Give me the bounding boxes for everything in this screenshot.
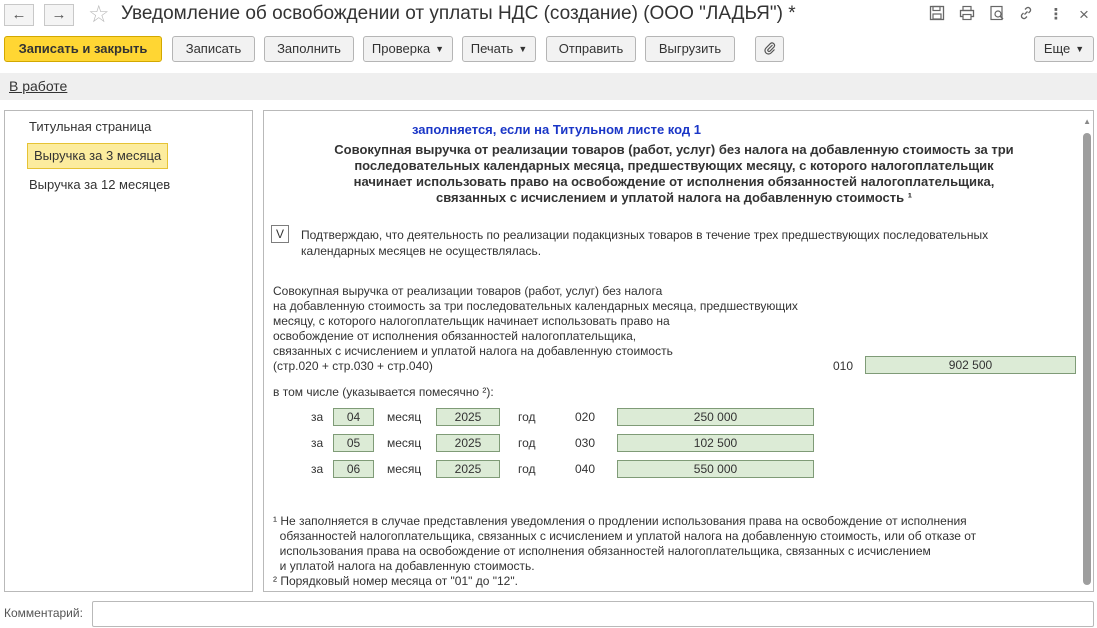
- month-label: месяц: [387, 436, 422, 450]
- total-description-line: освобождение от исполнения обязанностей налогоплательщика,: [273, 329, 637, 343]
- month-label: месяц: [387, 410, 422, 424]
- comment-label: Комментарий:: [4, 606, 83, 620]
- condition-note: заполняется, если на Титульном листе код 1: [412, 122, 701, 137]
- window-title: Уведомление об освобождении от уплаты НДС (создание) (ООО "ЛАДЬЯ") *: [121, 3, 796, 24]
- line-code: 040: [575, 462, 596, 476]
- forward-button[interactable]: [44, 4, 74, 26]
- section-heading-line: последовательных календарных месяца, предшествующих месяцу, с которого налогоплательщик: [354, 158, 994, 173]
- year-field[interactable]: 2025: [436, 460, 500, 478]
- nav-item-revenue-3-months[interactable]: Выручка за 3 месяца: [27, 143, 168, 169]
- confirm-text-line: календарных месяцев не осуществлялась.: [301, 244, 542, 258]
- month-label: месяц: [387, 462, 422, 476]
- year-label: год: [518, 436, 536, 450]
- year-field[interactable]: 2025: [436, 434, 500, 452]
- send-button[interactable]: Отправить: [546, 36, 636, 62]
- section-heading-line: связанных с исчислением и уплатой налога на добавленную стоимость ¹: [435, 190, 913, 205]
- footnote-line: и уплатой налога на добавленную стоимость.: [273, 559, 535, 573]
- link-icon[interactable]: [1016, 5, 1036, 25]
- chevron-down-icon: ▼: [518, 44, 528, 54]
- for-label: за: [311, 436, 324, 450]
- total-description-line: на добавленную стоимость за три последовательных календарных месяца, предшествующих: [273, 299, 798, 313]
- check-dropdown-button[interactable]: [363, 36, 453, 62]
- print-button-label: Печать: [470, 41, 514, 56]
- printer-icon[interactable]: [957, 5, 977, 25]
- form-panel: [263, 110, 1094, 592]
- month-field[interactable]: 04: [333, 408, 374, 426]
- check-button-label: Проверка: [371, 41, 431, 56]
- monthly-revenue-field[interactable]: 250 000: [617, 408, 814, 426]
- line-code: 030: [575, 436, 596, 450]
- year-label: год: [518, 410, 536, 424]
- attach-button[interactable]: [755, 36, 784, 62]
- confirm-excise-checkbox[interactable]: V: [271, 225, 289, 243]
- total-description-line: месяцу, с которого налогоплательщик начинает использовать право на: [273, 314, 670, 328]
- total-description-line: (стр.020 + стр.030 + стр.040): [273, 359, 433, 373]
- state-bar: [0, 73, 1097, 100]
- close-icon[interactable]: ×: [1079, 5, 1089, 24]
- monthly-label: в том числе (указывается помесячно ²):: [273, 385, 494, 399]
- export-button[interactable]: Выгрузить: [645, 36, 735, 62]
- footnote-line: ¹ Не заполняется в случае представления уведомления о продлении использования права на освобождение от исполнения: [273, 514, 967, 528]
- arrow-left-icon: ←: [11, 6, 27, 23]
- section-heading-line: начинает использовать право на освобождение от исполнения обязанностей налогоплательщика,: [353, 174, 995, 189]
- nav-item-title-page[interactable]: Титульная страница: [29, 119, 152, 134]
- footnote-line: обязанностей налогоплательщика, связанных с исчислением и уплатой налога на добавленную стоимость, или об отказе от: [273, 529, 977, 543]
- more-button-label: Еще: [1043, 41, 1071, 56]
- floppy-icon[interactable]: [927, 5, 947, 25]
- year-field[interactable]: 2025: [436, 408, 500, 426]
- state-link[interactable]: В работе: [9, 78, 68, 94]
- back-button[interactable]: [4, 4, 34, 26]
- star-icon[interactable]: ☆: [88, 1, 110, 28]
- total-revenue-field[interactable]: 902 500: [865, 356, 1076, 374]
- nav-item-revenue-12-months[interactable]: Выручка за 12 месяцев: [29, 177, 171, 192]
- total-description-line: Совокупная выручка от реализации товаров (работ, услуг) без налога: [273, 284, 663, 298]
- more-dropdown-button[interactable]: [1034, 36, 1094, 62]
- monthly-revenue-field[interactable]: 102 500: [617, 434, 814, 452]
- section-navigation: [4, 110, 253, 592]
- for-label: за: [311, 462, 324, 476]
- print-dropdown-button[interactable]: [462, 36, 536, 62]
- more-vertical-icon[interactable]: ⋮: [1048, 6, 1064, 23]
- month-field[interactable]: 06: [333, 460, 374, 478]
- write-and-close-button[interactable]: Записать и закрыть: [4, 36, 162, 62]
- chevron-down-icon: ▼: [435, 44, 445, 54]
- document-preview-icon[interactable]: [987, 5, 1007, 25]
- monthly-revenue-field[interactable]: 550 000: [617, 460, 814, 478]
- footnote-line: ² Порядковый номер месяца от "01" до "12".: [273, 574, 518, 588]
- comment-input[interactable]: [92, 601, 1094, 627]
- total-description-line: связанных с исчислением и уплатой налога на добавленную стоимость: [273, 344, 673, 358]
- scrollbar-thumb[interactable]: [1083, 133, 1091, 585]
- confirm-text-line: Подтверждаю, что деятельность по реализации подакцизных товаров в течение трех предшествующих последовательных: [301, 228, 989, 242]
- write-button[interactable]: Записать: [172, 36, 255, 62]
- arrow-right-icon: →: [51, 6, 67, 23]
- year-label: год: [518, 462, 536, 476]
- paperclip-icon: [763, 41, 777, 56]
- fill-button[interactable]: Заполнить: [264, 36, 354, 62]
- chevron-down-icon: ▼: [1075, 44, 1085, 54]
- for-label: за: [311, 410, 324, 424]
- section-heading-line: Совокупная выручка от реализации товаров (работ, услуг) без налога на добавленную стоимость за три: [334, 142, 1014, 157]
- month-field[interactable]: 05: [333, 434, 374, 452]
- line-code-010: 010: [833, 359, 854, 373]
- footnote-line: использования права на освобождение от исполнения обязанностей налогоплательщика, связанных с исчислением: [273, 544, 931, 558]
- scroll-up-icon[interactable]: ▲: [1083, 117, 1091, 126]
- line-code: 020: [575, 410, 596, 424]
